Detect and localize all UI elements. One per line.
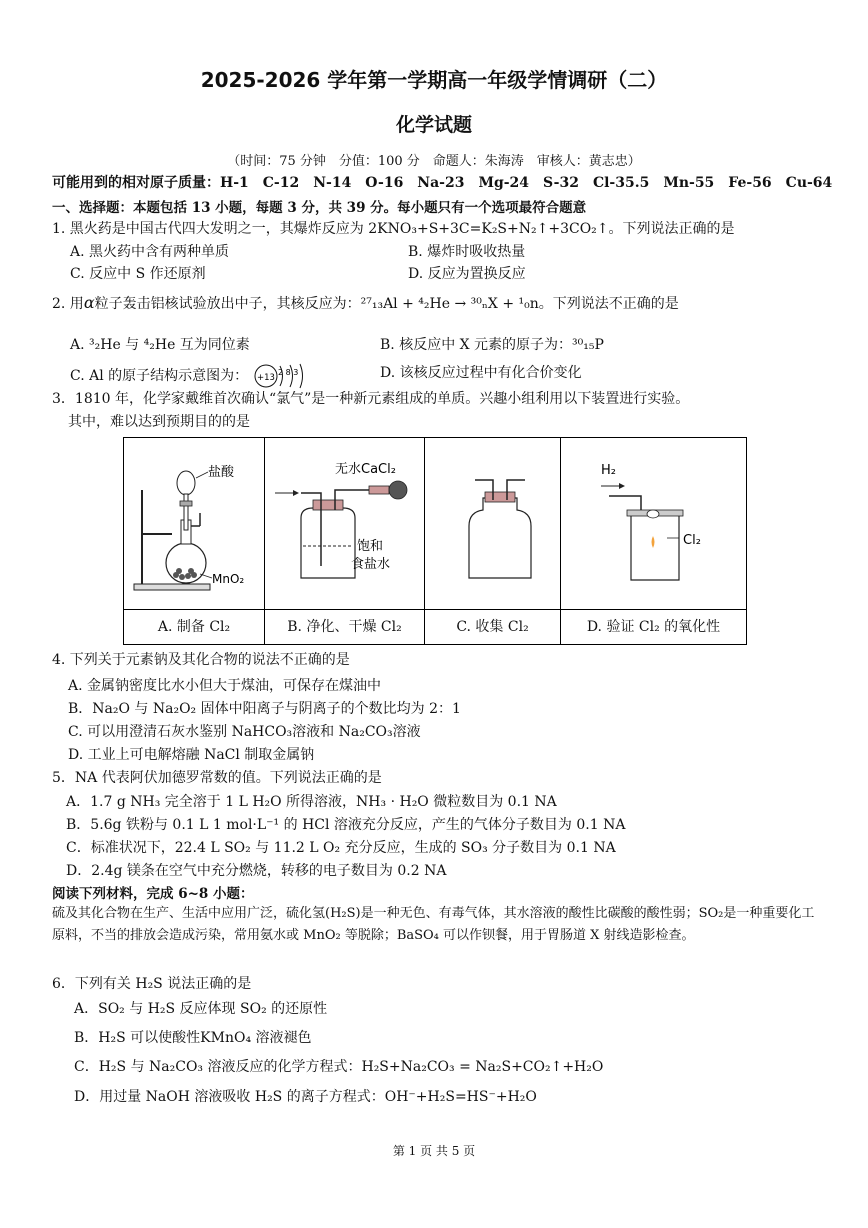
label-h2: H₂: [601, 463, 616, 478]
q2-stem-pre: 2. 用: [52, 296, 84, 312]
q2-stem: [52, 293, 679, 313]
q2-option-c: [70, 362, 311, 390]
alpha-symbol: α: [83, 293, 95, 312]
reading-heading: 阅读下列材料，完成 6~8 小题：: [52, 886, 254, 902]
q4-option-a: A. 金属钠密度比水小但大于煤油，可保存在煤油中: [68, 678, 382, 694]
section-heading: 一、选择题：本题包括 13 小题，每题 3 分，共 39 分。每小题只有一个选项最符合题意: [52, 200, 587, 216]
q2-option-d: D. 该核反应过程中有化合价变化: [380, 365, 582, 381]
exam-meta: （时间：75 分钟 分值：100 分 命题人：朱海涛 审核人：黄志忠）: [227, 154, 641, 169]
q2-option-c-text: C. Al 的原子结构示意图为：: [70, 368, 249, 384]
page-number: 第 1 页 共 5 页: [392, 1144, 476, 1158]
q1-stem: 1. 黑火药是中国古代四大发明之一，其爆炸反应为 2KNO₃+S+3C=K₂S+N₂↑+3CO₂↑。下列说法正确的是: [52, 221, 735, 237]
q5-stem: 5．NA 代表阿伏加德罗常数的值。下列说法正确的是: [52, 770, 382, 786]
q6-option-a: A．SO₂ 与 H₂S 反应体现 SO₂ 的还原性: [74, 1001, 328, 1017]
q5-option-d: D．2.4g 镁条在空气中充分燃烧，转移的电子数目为 0.2 NA: [66, 863, 447, 879]
q5-option-c: C．标准状况下，22.4 L SO₂ 与 11.2 L O₂ 充分反应，生成的 SO₃ 分子数目为 0.1 NA: [66, 840, 616, 856]
q1-option-b: B. 爆炸时吸收热量: [408, 244, 526, 260]
caption-a: A. 制备 Cl₂: [124, 609, 264, 644]
q4-option-d: D. 工业上可电解熔融 NaCl 制取金属钠: [68, 747, 315, 763]
purify-dry-diagram: [265, 438, 425, 610]
caption-d: D. 验证 Cl₂ 的氧化性: [561, 609, 746, 644]
label-saturated: 饱和: [357, 539, 384, 554]
apparatus-b: [265, 438, 425, 644]
label-mno2: MnO₂: [212, 572, 245, 586]
q6-option-d: D．用过量 NaOH 溶液吸收 H₂S 的离子方程式：OH⁻+H₂S=HS⁻+H₂O: [74, 1089, 537, 1105]
q6-option-c: C．H₂S 与 Na₂CO₃ 溶液反应的化学方程式：H₂S+Na₂CO₃ = Na₂S+CO₂↑+H₂O: [74, 1059, 604, 1075]
q2-stem-post: 。下列说法不正确的是: [538, 296, 679, 312]
al-atom-structure-diagram: [253, 362, 311, 390]
reading-passage: 硫及其化合物在生产、生活中应用广泛，硫化氢(H₂S)是一种无色、有毒气体，其水溶液的酸性比碳酸的酸性弱；SO₂是一种重要化工原料，不当的排放会造成污染，常用氨水或 MnO₂ 等脱除；BaSO₄ 可以作钡餐，用于胃肠道 X 射线造影检查。: [52, 906, 815, 943]
oxidation-test-diagram: [561, 438, 746, 610]
exam-title: 2025-2026 学年第一学期高一年级学情调研（二）: [200, 68, 668, 92]
q3-stem-line2: 其中，难以达到预期目的的是: [68, 414, 250, 430]
apparatus-c: [425, 438, 561, 644]
q5-option-a: A．1.7 g NH₃ 完全溶于 1 L H₂O 所得溶液，NH₃ · H₂O 微粒数目为 0.1 NA: [66, 794, 557, 810]
q1-option-a: A. 黑火药中含有两种单质: [70, 244, 230, 260]
q3-stem-line1: 3．1810 年，化学家戴维首次确认“氯气”是一种新元素组成的单质。兴趣小组利用以下装置进行实验。: [52, 391, 690, 407]
q2-stem-mid: 粒子轰击铝核试验放出中子，其核反应为：: [94, 296, 361, 312]
q2-option-b: B. 核反应中 X 元素的原子为：³⁰₁₅P: [380, 337, 604, 353]
q6-stem: 6．下列有关 H₂S 说法正确的是: [52, 976, 252, 992]
apparatus-d: [561, 438, 746, 644]
q5-option-b: B．5.6g 铁粉与 0.1 L 1 mol·L⁻¹ 的 HCl 溶液充分反应，产生的气体分子数目为 0.1 NA: [66, 817, 626, 833]
label-hydrochloric-acid: 盐酸: [208, 465, 235, 480]
q6-option-b: B．H₂S 可以使酸性KMnO₄ 溶液褪色: [74, 1030, 312, 1046]
apparatus-a: [124, 438, 265, 644]
q4-stem: 4. 下列关于元素钠及其化合物的说法不正确的是: [52, 652, 350, 668]
chlorine-generator-diagram: [124, 438, 265, 610]
label-anhydrous-cacl2: 无水CaCl₂: [335, 462, 396, 477]
q1-option-d: D. 反应为置换反应: [408, 266, 526, 282]
nuclear-equation: ²⁷₁₃Al + ⁴₂He → ³⁰ₙX + ¹₀n: [360, 296, 539, 312]
q1-option-c: C. 反应中 S 作还原剂: [70, 266, 206, 282]
electron-shells: 2 8 3: [277, 368, 298, 377]
subject-title: 化学试题: [395, 114, 472, 136]
nucleus-charge: +13: [256, 373, 275, 383]
label-brine: 食盐水: [351, 557, 391, 572]
q4-option-b: B．Na₂O 与 Na₂O₂ 固体中阳离子与阴离子的个数比均为 2：1: [68, 701, 461, 717]
label-cl2: Cl₂: [683, 533, 701, 548]
caption-c: C. 收集 Cl₂: [425, 609, 560, 644]
q2-option-a: A. ³₂He 与 ⁴₂He 互为同位素: [70, 337, 250, 353]
apparatus-figure: [123, 437, 747, 645]
caption-b: B. 净化、干燥 Cl₂: [265, 609, 424, 644]
atomic-masses: 可能用到的相对原子质量：H-1 C-12 N-14 O-16 Na-23 Mg-24 S-32 Cl-35.5 Mn-55 Fe-56 Cu-64: [52, 175, 833, 191]
q4-option-c: C. 可以用澄清石灰水鉴别 NaHCO₃溶液和 Na₂CO₃溶液: [68, 724, 421, 740]
gas-collection-diagram: [425, 438, 561, 610]
